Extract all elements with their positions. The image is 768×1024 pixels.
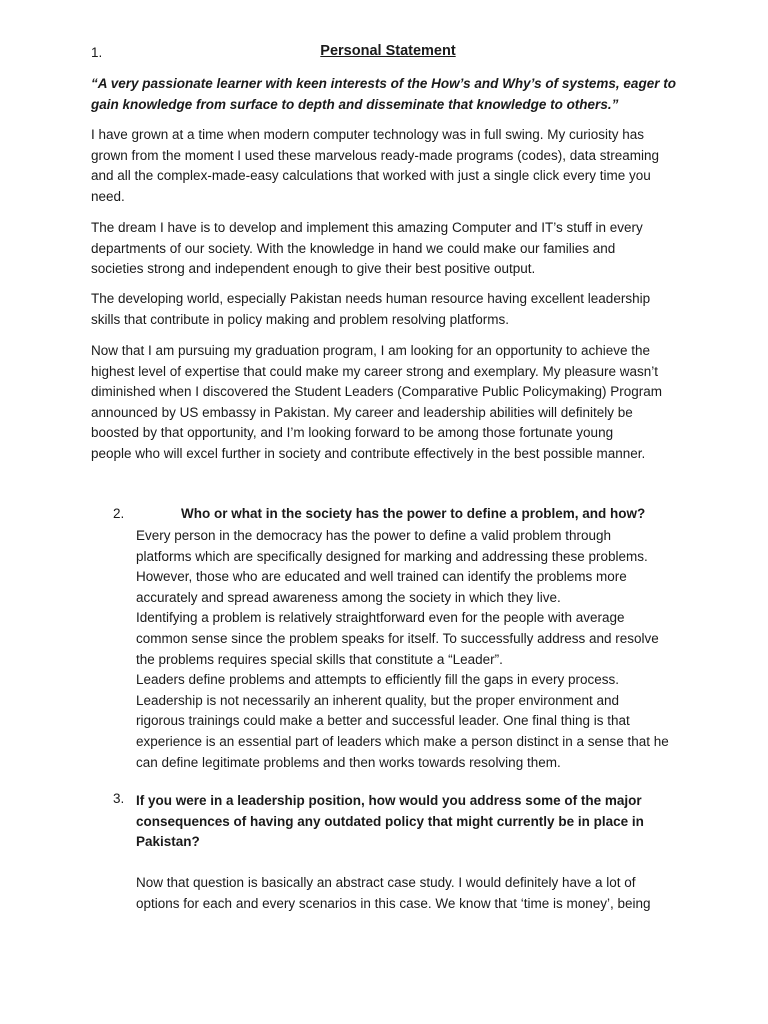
text-line: Now that I am pursuing my graduation program, I am looking for an opportunity to achieve the — [91, 343, 651, 358]
text-line: and all the complex-made-easy calculations that worked with just a single click every time you — [91, 168, 651, 184]
text-line: Every person in the democracy has the power to define a valid problem through — [136, 528, 612, 543]
text-line: Now that question is basically an abstract case study. I would definitely have a lot of — [136, 875, 636, 890]
text-line: boosted by that opportunity, and I’m looking forward to be among those fortunate young — [91, 425, 614, 441]
text-line: If you were in a leadership position, how would you address some of the major — [136, 793, 642, 808]
text-line: grown from the moment I used these marvelous ready-made programs (codes), data streaming — [91, 147, 660, 163]
text-line: options for each and every scenarios in this case. We know that ‘time is money’, being — [136, 895, 651, 911]
paragraph-4 — [91, 341, 691, 465]
text-line: experience is an essential part of leaders which make a person distinct in a sense that he — [136, 733, 669, 749]
text-line: highest level of expertise that could make my career strong and exemplary. My pleasure wasn’t — [91, 363, 659, 379]
answer-3 — [136, 873, 681, 914]
text-line: platforms which are specifically designed for marking and addressing these problems. — [136, 548, 648, 564]
paragraph-3 — [91, 289, 691, 330]
page-title: Personal Statement — [320, 43, 456, 59]
text-line: can define legitimate problems and then works towards resolving them. — [136, 754, 561, 770]
text-line: Identifying a problem is relatively straightforward even for the people with average — [136, 610, 625, 626]
section-number: 1. — [91, 45, 103, 60]
question-3-number: 3. — [113, 791, 125, 806]
text-line: consequences of having any outdated policy that might currently be in place in — [136, 813, 644, 829]
text-line: Leaders define problems and attempts to efficiently fill the gaps in every process. — [136, 672, 620, 688]
text-line: Leadership is not necessarily an inherent quality, but the proper environment and — [136, 692, 620, 708]
text-line: skills that contribute in policy making and problem resolving platforms. — [91, 311, 509, 327]
answer-2 — [136, 526, 696, 773]
text-line: The developing world, especially Pakistan needs human resource having excellent leadership — [91, 291, 651, 306]
text-line: However, those who are educated and well trained can identify the problems more — [136, 569, 627, 585]
quote-line: gain knowledge from surface to depth and disseminate that knowledge to others.” — [91, 96, 619, 112]
text-line: The dream I have is to develop and implement this amazing Computer and IT’s stuff in every — [91, 220, 643, 235]
question-2-number: 2. — [113, 506, 125, 521]
text-line: I have grown at a time when modern computer technology was in full swing. My curiosity has — [91, 127, 645, 142]
text-line: people who will excel further in society and contribute effectively in the best possible manner. — [91, 445, 646, 461]
text-line: need. — [91, 188, 125, 204]
text-line: announced by US embassy in Pakistan. My career and leadership abilities will definitely be — [91, 404, 633, 420]
paragraph-1 — [91, 125, 691, 207]
text-line: accurately and spread awareness among the society in which they live. — [136, 589, 561, 605]
text-line: the problems requires special skills that constitute a “Leader”. — [136, 651, 503, 667]
text-line: Pakistan? — [136, 834, 200, 850]
text-line: common sense since the problem speaks for itself. To successfully address and resolve — [136, 630, 659, 646]
paragraph-2 — [91, 218, 691, 280]
question-3-heading — [136, 791, 676, 853]
question-2-heading: Who or what in the society has the power to define a problem, and how? — [181, 506, 646, 521]
text-line: societies strong and independent enough to give their best positive output. — [91, 261, 536, 277]
quote-line: “A very passionate learner with keen interests of the How’s and Why’s of systems, eager to — [91, 76, 676, 91]
text-line: departments of our society. With the knowledge in hand we could make our families and — [91, 240, 616, 256]
text-line: rigorous trainings could make a better and successful leader. One final thing is that — [136, 713, 630, 729]
opening-quote — [91, 74, 681, 115]
text-line: diminished when I discovered the Student Leaders (Comparative Public Policymaking) Program — [91, 384, 663, 400]
